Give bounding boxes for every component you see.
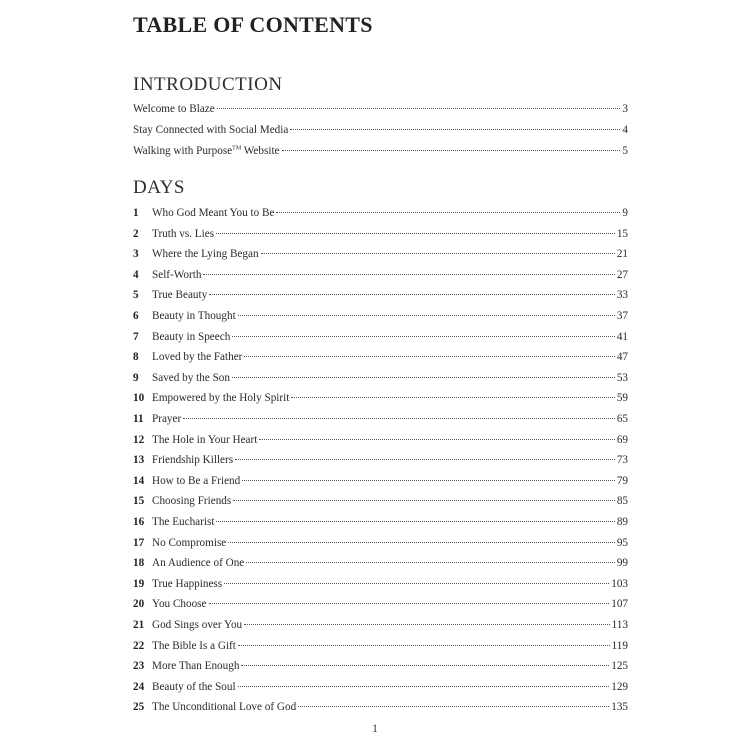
toc-entry-page: 47 — [616, 351, 628, 364]
toc-entry-label: The Unconditional Love of God — [152, 701, 297, 714]
toc-entry-number: 4 — [133, 268, 139, 281]
dot-leader — [246, 562, 615, 563]
toc-entry-label: More Than Enough — [152, 660, 240, 673]
toc-entry-number: 14 — [133, 474, 145, 487]
toc-entry-page: 73 — [616, 454, 628, 467]
dot-leader — [228, 542, 615, 543]
toc-entry — [133, 101, 628, 117]
section-heading-days: DAYS — [133, 177, 185, 198]
toc-entry-label-main: Walking with Purpose — [133, 145, 233, 157]
toc-entry-number: 18 — [133, 557, 145, 570]
toc-entry-number: 13 — [133, 454, 145, 467]
toc-entry-label: Truth vs. Lies — [152, 227, 215, 240]
toc-entry-page: 65 — [616, 413, 628, 425]
dot-leader — [216, 521, 614, 522]
toc-entry-page: 113 — [611, 619, 628, 631]
toc-entry-page: 99 — [616, 557, 628, 570]
toc-entry-number: 7 — [133, 330, 139, 343]
toc-entry-page: 107 — [611, 598, 628, 611]
dot-leader — [203, 274, 614, 275]
toc-entry-page: 4 — [622, 124, 628, 136]
footer-page-number: 1 — [372, 723, 378, 735]
toc-entry-day — [133, 473, 628, 489]
toc-entry-page: 15 — [616, 227, 628, 240]
dot-leader — [233, 500, 615, 501]
toc-entry-number: 15 — [133, 495, 145, 508]
toc-entry-number: 24 — [133, 680, 145, 693]
toc-entry-day — [133, 246, 628, 262]
toc-entry-day — [133, 329, 628, 345]
dot-leader — [242, 480, 615, 481]
toc-entry-number: 3 — [133, 248, 139, 261]
toc-entry-page: 27 — [616, 268, 628, 281]
page-title: TABLE OF CONTENTS — [133, 12, 373, 37]
toc-entry-page: 119 — [611, 639, 628, 652]
dot-leader — [224, 583, 609, 584]
toc-entry-label: An Audience of One — [152, 557, 245, 570]
toc-entry-number: 23 — [133, 660, 145, 673]
toc-entry-day — [133, 411, 628, 427]
dot-leader — [217, 108, 621, 109]
toc-entry-page: 85 — [616, 495, 628, 508]
dot-leader — [244, 356, 614, 357]
toc-entry-page: 103 — [611, 577, 628, 590]
toc-entry-number: 22 — [133, 639, 145, 652]
toc-entry-day — [133, 576, 628, 592]
toc-entry-number: 25 — [133, 701, 145, 714]
toc-entry-number: 16 — [133, 516, 145, 528]
toc-entry-page: 33 — [616, 289, 628, 302]
toc-entry-page: 89 — [616, 516, 628, 528]
toc-entry-label: True Beauty — [152, 289, 208, 302]
toc-entry-page: 5 — [622, 145, 628, 157]
toc-entry-day — [133, 617, 628, 633]
toc-entry-day — [133, 679, 628, 695]
toc-entry-page: 53 — [616, 371, 628, 384]
toc-entry-label-suffix: Website — [241, 145, 280, 157]
toc-entry-day — [133, 390, 628, 406]
dot-leader — [209, 603, 610, 604]
toc-entry-label: The Eucharist — [152, 516, 215, 528]
toc-entry-number: 1 — [133, 207, 139, 219]
dot-leader — [298, 706, 609, 707]
dot-leader — [238, 645, 610, 646]
toc-entry-label — [133, 143, 280, 159]
toc-entry-label: How to Be a Friend — [152, 474, 241, 487]
toc-entry-number: 20 — [133, 598, 145, 611]
toc-entry-day — [133, 432, 628, 448]
toc-entry-day — [133, 658, 628, 674]
toc-entry-label: Who God Meant You to Be — [152, 207, 275, 219]
toc-entry-page: 59 — [616, 392, 628, 405]
toc-entry-label: Beauty in Speech — [152, 330, 231, 343]
toc-entry — [133, 122, 628, 138]
toc-entry-label: Empowered by the Holy Spirit — [152, 392, 290, 405]
toc-entry-number: 6 — [133, 310, 139, 322]
toc-entry-label: Choosing Friends — [152, 495, 232, 508]
toc-entry-number: 2 — [133, 227, 139, 240]
toc-entry-label: Self-Worth — [152, 268, 202, 281]
dot-leader — [209, 294, 615, 295]
toc-entry-number: 21 — [133, 619, 145, 631]
toc-entry-label: Saved by the Son — [152, 371, 230, 384]
dot-leader — [282, 150, 621, 151]
toc-entry-page: 37 — [616, 310, 628, 322]
toc-entry-day — [133, 638, 628, 654]
toc-entry-label: Friendship Killers — [152, 454, 234, 467]
toc-entry-day — [133, 205, 628, 221]
dot-leader — [235, 459, 615, 460]
toc-entry-label: The Hole in Your Heart — [152, 433, 258, 446]
dot-leader — [276, 212, 620, 213]
toc-entry-label: The Bible Is a Gift — [152, 639, 236, 652]
toc-entry-page: 21 — [616, 248, 628, 261]
section-heading-introduction: INTRODUCTION — [133, 74, 283, 95]
toc-entry-label: No Compromise — [152, 536, 227, 549]
toc-entry-day — [133, 596, 628, 612]
toc-entry-day — [133, 699, 628, 715]
dot-leader — [183, 418, 615, 419]
dot-leader — [244, 624, 609, 625]
toc-entry-label: True Happiness — [152, 577, 223, 590]
toc-entry-page: 69 — [616, 433, 628, 446]
toc-entry-label: Welcome to Blaze — [133, 103, 215, 115]
toc-entry-day — [133, 555, 628, 571]
toc-entry-page: 41 — [616, 330, 628, 343]
toc-entry-label: Beauty in Thought — [152, 310, 236, 322]
toc-entry-page: 9 — [622, 207, 628, 219]
toc-entry-day — [133, 493, 628, 509]
toc-entry-label: God Sings over You — [152, 619, 243, 631]
dot-leader — [261, 253, 615, 254]
toc-entry-number: 10 — [133, 392, 145, 405]
dot-leader — [238, 315, 615, 316]
dot-leader — [291, 397, 614, 398]
toc-entry-day — [133, 514, 628, 530]
toc-entry-label: Stay Connected with Social Media — [133, 124, 289, 136]
toc-entry-page: 79 — [616, 474, 628, 487]
toc-entry-label: Beauty of the Soul — [152, 680, 236, 693]
toc-entry — [133, 143, 628, 159]
toc-entry-day — [133, 535, 628, 551]
toc-entry-page: 95 — [616, 536, 628, 549]
trademark-symbol: TM — [232, 145, 242, 152]
dot-leader — [259, 439, 614, 440]
toc-entry-number: 12 — [133, 433, 145, 446]
toc-entry-day — [133, 452, 628, 468]
toc-entry-day — [133, 226, 628, 242]
dot-leader — [238, 686, 610, 687]
toc-entry-label: Prayer — [152, 413, 182, 425]
toc-entry-label: You Choose — [152, 598, 207, 611]
toc-entry-page: 135 — [611, 701, 628, 714]
toc-entry-number: 11 — [133, 413, 144, 425]
toc-entry-number: 9 — [133, 371, 139, 384]
toc-entry-day — [133, 267, 628, 283]
toc-entry-number: 17 — [133, 536, 145, 549]
dot-leader — [232, 336, 615, 337]
dot-leader — [216, 233, 615, 234]
toc-entry-number: 8 — [133, 351, 139, 364]
toc-entry-day — [133, 287, 628, 303]
toc-entry-label: Where the Lying Began — [152, 248, 259, 261]
toc-entry-day — [133, 349, 628, 365]
toc-entry-label: Loved by the Father — [152, 351, 243, 364]
toc-entry-page: 125 — [611, 660, 628, 673]
dot-leader — [290, 129, 620, 130]
toc-entry-page: 129 — [611, 680, 628, 693]
toc-entry-number: 19 — [133, 577, 145, 590]
toc-entry-day — [133, 370, 628, 386]
dot-leader — [232, 377, 615, 378]
toc-entry-page: 3 — [622, 103, 628, 115]
toc-entry-number: 5 — [133, 289, 139, 302]
dot-leader — [241, 665, 609, 666]
toc-entry-day — [133, 308, 628, 324]
